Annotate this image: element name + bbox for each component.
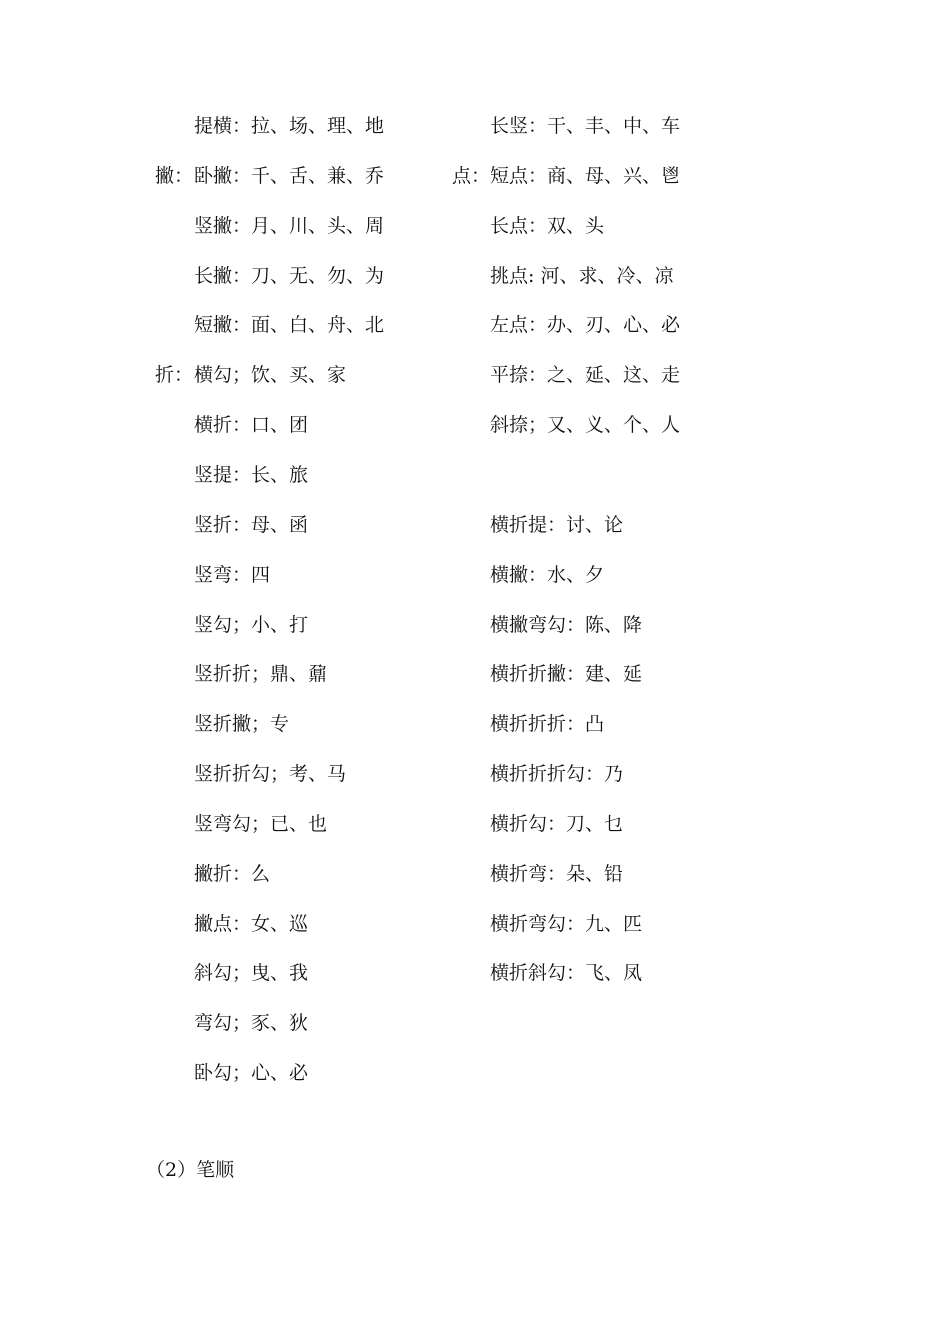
left-stroke-line: 卧撇：千、舌、兼、乔 [194,164,385,187]
left-stroke-line: 竖折折；鼎、鼐 [194,663,328,686]
left-stroke-group-label: 折： [155,364,194,387]
right-stroke-line: 长竖：干、丰、中、车 [490,115,681,137]
right-stroke-line: 短点：商、母、兴、鬯 [490,164,681,187]
right-stroke-line: 横折折撇：建、延 [490,663,643,686]
right-stroke-line: 平捺：之、延、这、走 [490,364,681,387]
left-stroke-line: 撇折：么 [194,862,271,885]
left-stroke-line: 撇点：女、巡 [194,912,309,935]
right-stroke-group-label: 点： [452,164,491,187]
left-stroke-group-label: 撇： [155,164,194,187]
left-stroke-line: 弯勾；豕、狄 [194,1012,309,1035]
right-stroke-line: 横折勾：刀、乜 [490,812,624,835]
left-stroke-line: 竖折折勾；考、马 [194,763,347,786]
right-stroke-line: 横折折折勾：乃 [490,763,624,786]
right-stroke-line: 长点：双、头 [490,214,605,237]
right-stroke-line: 横折折折：凸 [490,713,605,736]
section-heading: （2）笔顺 [146,1159,235,1181]
left-stroke-line: 竖折撇；专 [194,713,290,736]
right-stroke-line: 横撇弯勾：陈、降 [490,613,643,636]
right-stroke-line: 横折斜勾：飞、凤 [490,962,643,985]
left-stroke-line: 短撇：面、白、舟、北 [194,314,385,337]
right-stroke-line: 横折提：讨、论 [490,513,624,536]
left-stroke-line: 长撇：刀、无、勿、为 [194,264,385,287]
left-stroke-line: 横勾；饮、买、家 [194,364,347,387]
right-stroke-line: 横折弯：朵、铅 [490,862,624,885]
left-stroke-line: 提横：拉、场、理、地 [194,115,385,137]
left-stroke-line: 竖撇：月、川、头、周 [194,214,385,237]
left-stroke-line: 斜勾；曳、我 [194,962,309,985]
left-stroke-line: 竖折：母、函 [194,513,309,536]
right-stroke-line: 左点：办、刃、心、必 [490,314,681,337]
right-stroke-line: 横撇：水、夕 [490,563,605,586]
left-stroke-line: 竖提：长、旅 [194,463,309,486]
left-stroke-line: 横折：口、团 [194,414,309,437]
left-stroke-line: 竖弯勾；已、也 [194,812,328,835]
left-stroke-line: 卧勾；心、必 [194,1062,309,1085]
right-stroke-line: 挑点: 河、求、冷、凉 [490,264,674,287]
right-stroke-line: 斜捺；又、义、个、人 [490,414,681,437]
left-stroke-line: 竖弯：四 [194,563,271,586]
left-stroke-line: 竖勾；小、打 [194,613,309,636]
right-stroke-line: 横折弯勾：九、匹 [490,912,643,935]
